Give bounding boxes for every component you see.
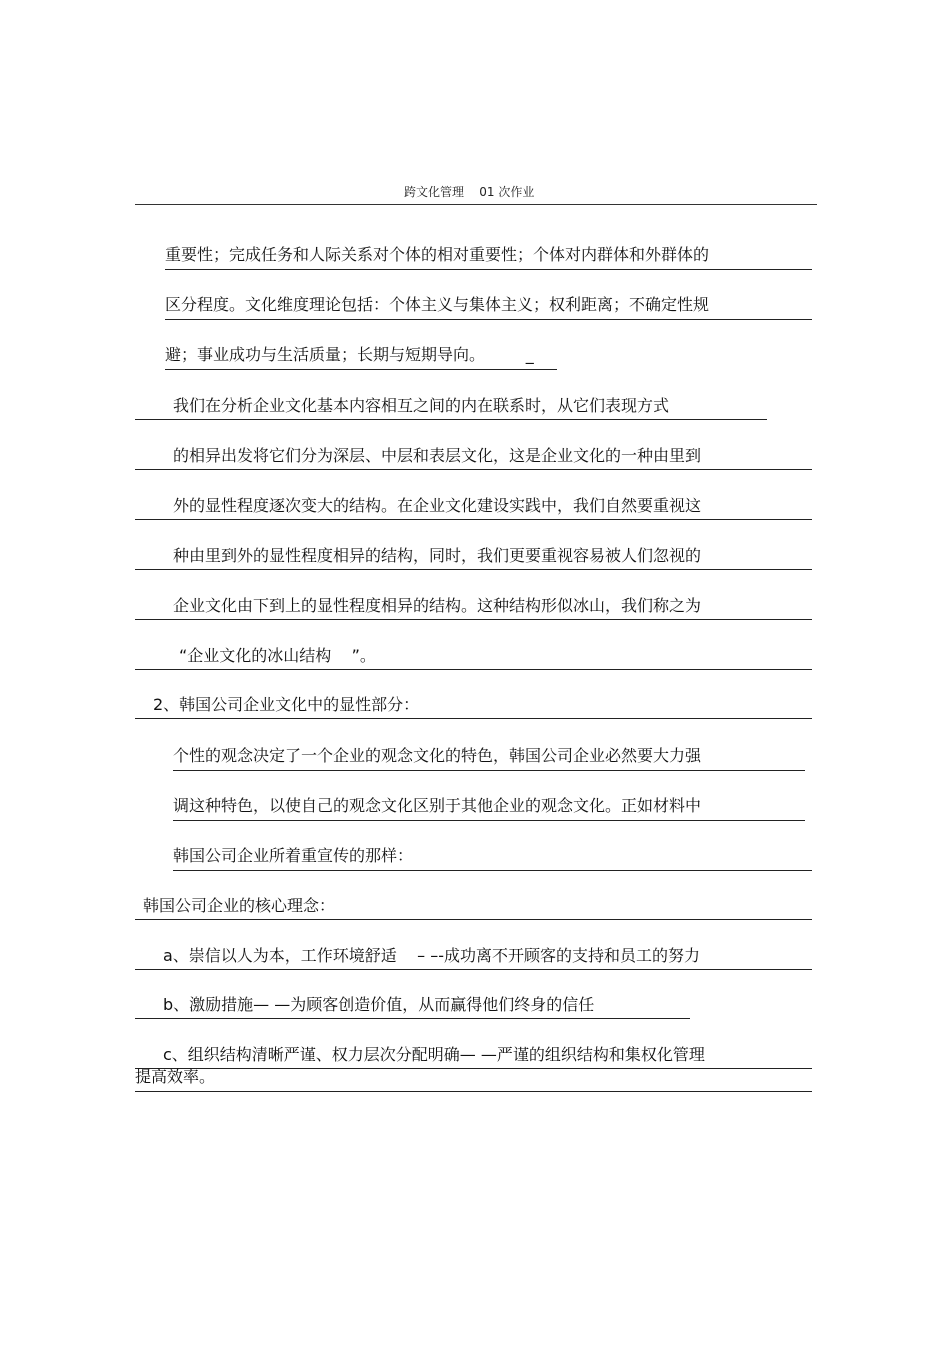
text-line-1 (165, 247, 812, 270)
text-line-4 (135, 398, 767, 420)
text-line-12 (173, 798, 805, 821)
text-line-13-content: 韩国公司企业所着重宣传的那样： (173, 846, 414, 865)
text-line-7 (135, 548, 812, 570)
section-heading-2 (135, 697, 812, 719)
text-line-6-content: 外的显性程度逐次变大的结构。在企业文化建设实践中，我们自然要重视这 (173, 496, 702, 515)
text-line-8-content: 企业文化由下到上的显性程度相异的结构。这种结构形似冰山，我们称之为 (173, 596, 702, 615)
text-line-9 (135, 648, 812, 670)
text-line-4-content: 我们在分析企业文化基本内容相互之间的内在联系时，从它们表现方式 (173, 396, 670, 415)
core-value-c-continued (135, 1069, 812, 1092)
core-value-b-content: b、激励措施— —为顾客创造价值，从而赢得他们终身的信任 (163, 995, 595, 1014)
text-line-13 (173, 848, 812, 871)
core-value-b (135, 997, 690, 1019)
text-line-2 (165, 297, 812, 320)
text-line-3 (165, 347, 557, 370)
text-line-5 (135, 448, 812, 470)
text-line-1-content: 重要性；完成任务和人际关系对个体的相对重要性；个体对内群体和外群体的 (165, 245, 710, 264)
section-heading-2-content: 2、韩国公司企业文化中的显性部分： (153, 695, 420, 714)
text-line-3-content: 避；事业成功与生活质量；长期与短期导向。 _ (165, 345, 534, 364)
text-line-9-content: “企业文化的冰山结构 ”。 (179, 646, 376, 665)
text-line-7-content: 种由里到外的显性程度相异的结构，同时，我们更要重视容易被人们忽视的 (173, 546, 702, 565)
text-line-12-content: 调这种特色，以使自己的观念文化区别于其他企业的观念文化。正如材料中 (173, 796, 702, 815)
core-value-a-content: a、崇信以人为本，工作环境舒适 – –-成功离不开顾客的支持和员工的努力 (163, 946, 701, 965)
core-value-c (135, 1047, 812, 1069)
core-value-c-continued-content: 提高效率。 (135, 1067, 216, 1086)
text-line-11-content: 个性的观念决定了一个企业的观念文化的特色，韩国公司企业必然要大力强 (173, 746, 702, 765)
core-values-heading (135, 898, 812, 920)
text-line-11 (173, 748, 805, 771)
core-values-heading-content: 韩国公司企业的核心理念： (143, 896, 336, 915)
core-value-a (135, 948, 812, 970)
text-line-6 (135, 498, 812, 520)
text-line-8 (135, 598, 812, 620)
text-line-5-content: 的相异出发将它们分为深层、中层和表层文化，这是企业文化的一种由里到 (173, 446, 702, 465)
page-header-title: 跨文化管理 01 次作业 (404, 185, 535, 199)
text-line-2-content: 区分程度。文化维度理论包括：个体主义与集体主义；权利距离；不确定性规 (165, 295, 710, 314)
core-value-c-content: c、组织结构清晰严谨、权力层次分配明确— —严谨的组织结构和集权化管理 (163, 1045, 705, 1064)
